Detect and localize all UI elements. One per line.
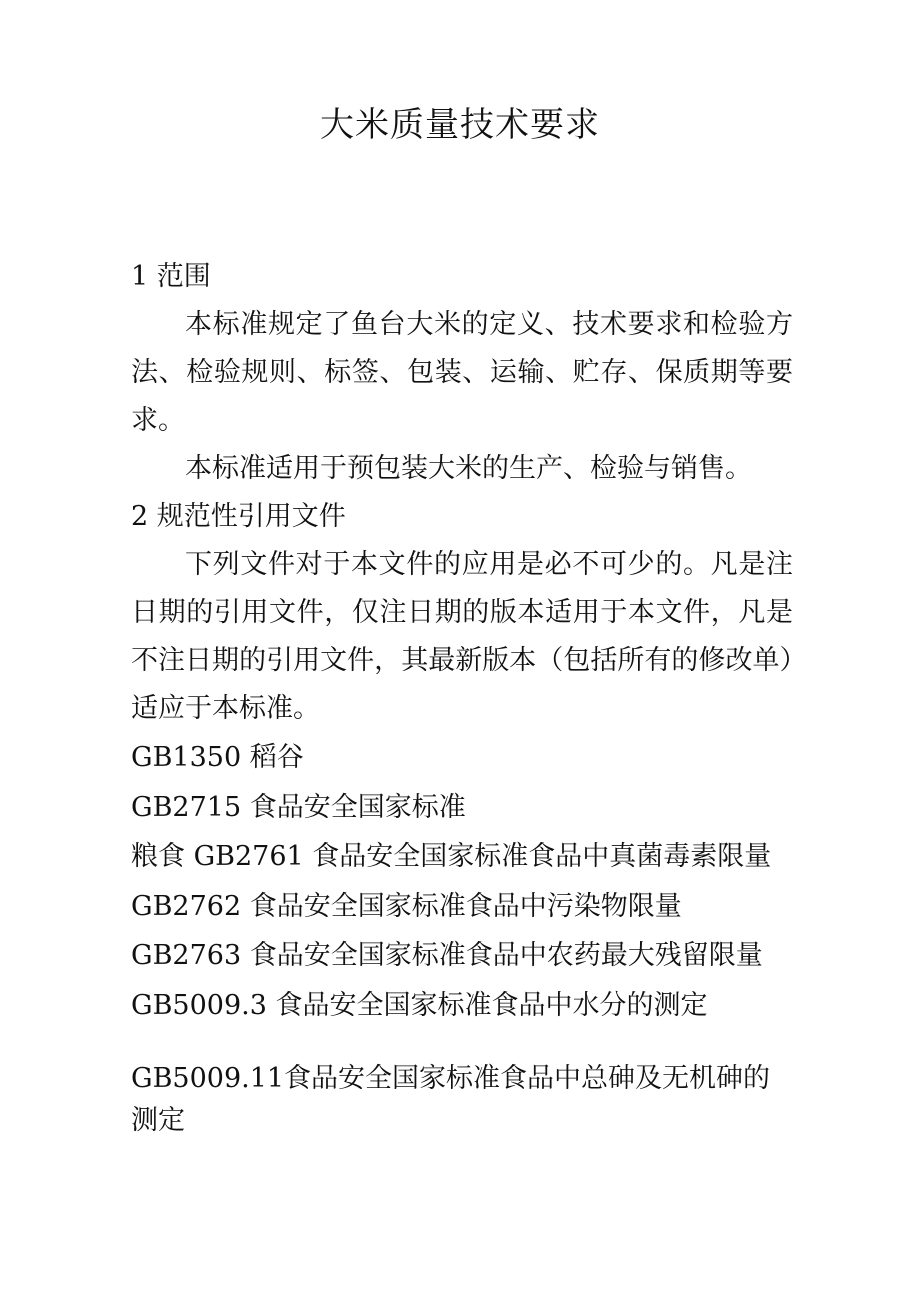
- document-title: 大米质量技术要求: [320, 105, 600, 145]
- reference-item: GB2763 食品安全国家标准食品中农药最大残留限量: [131, 940, 763, 971]
- document-body: [131, 253, 793, 1142]
- scope-paragraph-1: 本标准规定了鱼台大米的定义、技术要求和检验方法、检验规则、标签、包装、运输、贮存、保质期等要求。: [131, 309, 793, 436]
- reference-item: GB5009.3 食品安全国家标准食品中水分的测定: [131, 989, 708, 1021]
- section-heading-normative-references: 2 规范性引用文件: [131, 501, 346, 532]
- reference-item: GB1350 稻谷: [131, 742, 304, 773]
- reference-item: GB2715 食品安全国家标准: [131, 791, 466, 823]
- section-heading-scope: 1 范围: [131, 261, 211, 292]
- reference-item: 粮食 GB2761 食品安全国家标准食品中真菌毒素限量: [131, 841, 772, 872]
- reference-list: [131, 733, 793, 1142]
- section-normative-references: [131, 493, 793, 733]
- section-scope: [131, 253, 793, 493]
- scope-paragraph-2: 本标准适用于预包装大米的生产、检验与销售。: [185, 453, 752, 484]
- reference-item: GB5009.11食品安全国家标准食品中总砷及无机砷的测定: [131, 1063, 771, 1136]
- reference-item: GB2762 食品安全国家标准食品中污染物限量: [131, 890, 682, 922]
- normative-references-paragraph: 下列文件对于本文件的应用是必不可少的。凡是注日期的引用文件，仅注日期的版本适用于本文件，凡是不注日期的引用文件，其最新版本（包括所有的修改单）适应于本标准。: [131, 549, 793, 724]
